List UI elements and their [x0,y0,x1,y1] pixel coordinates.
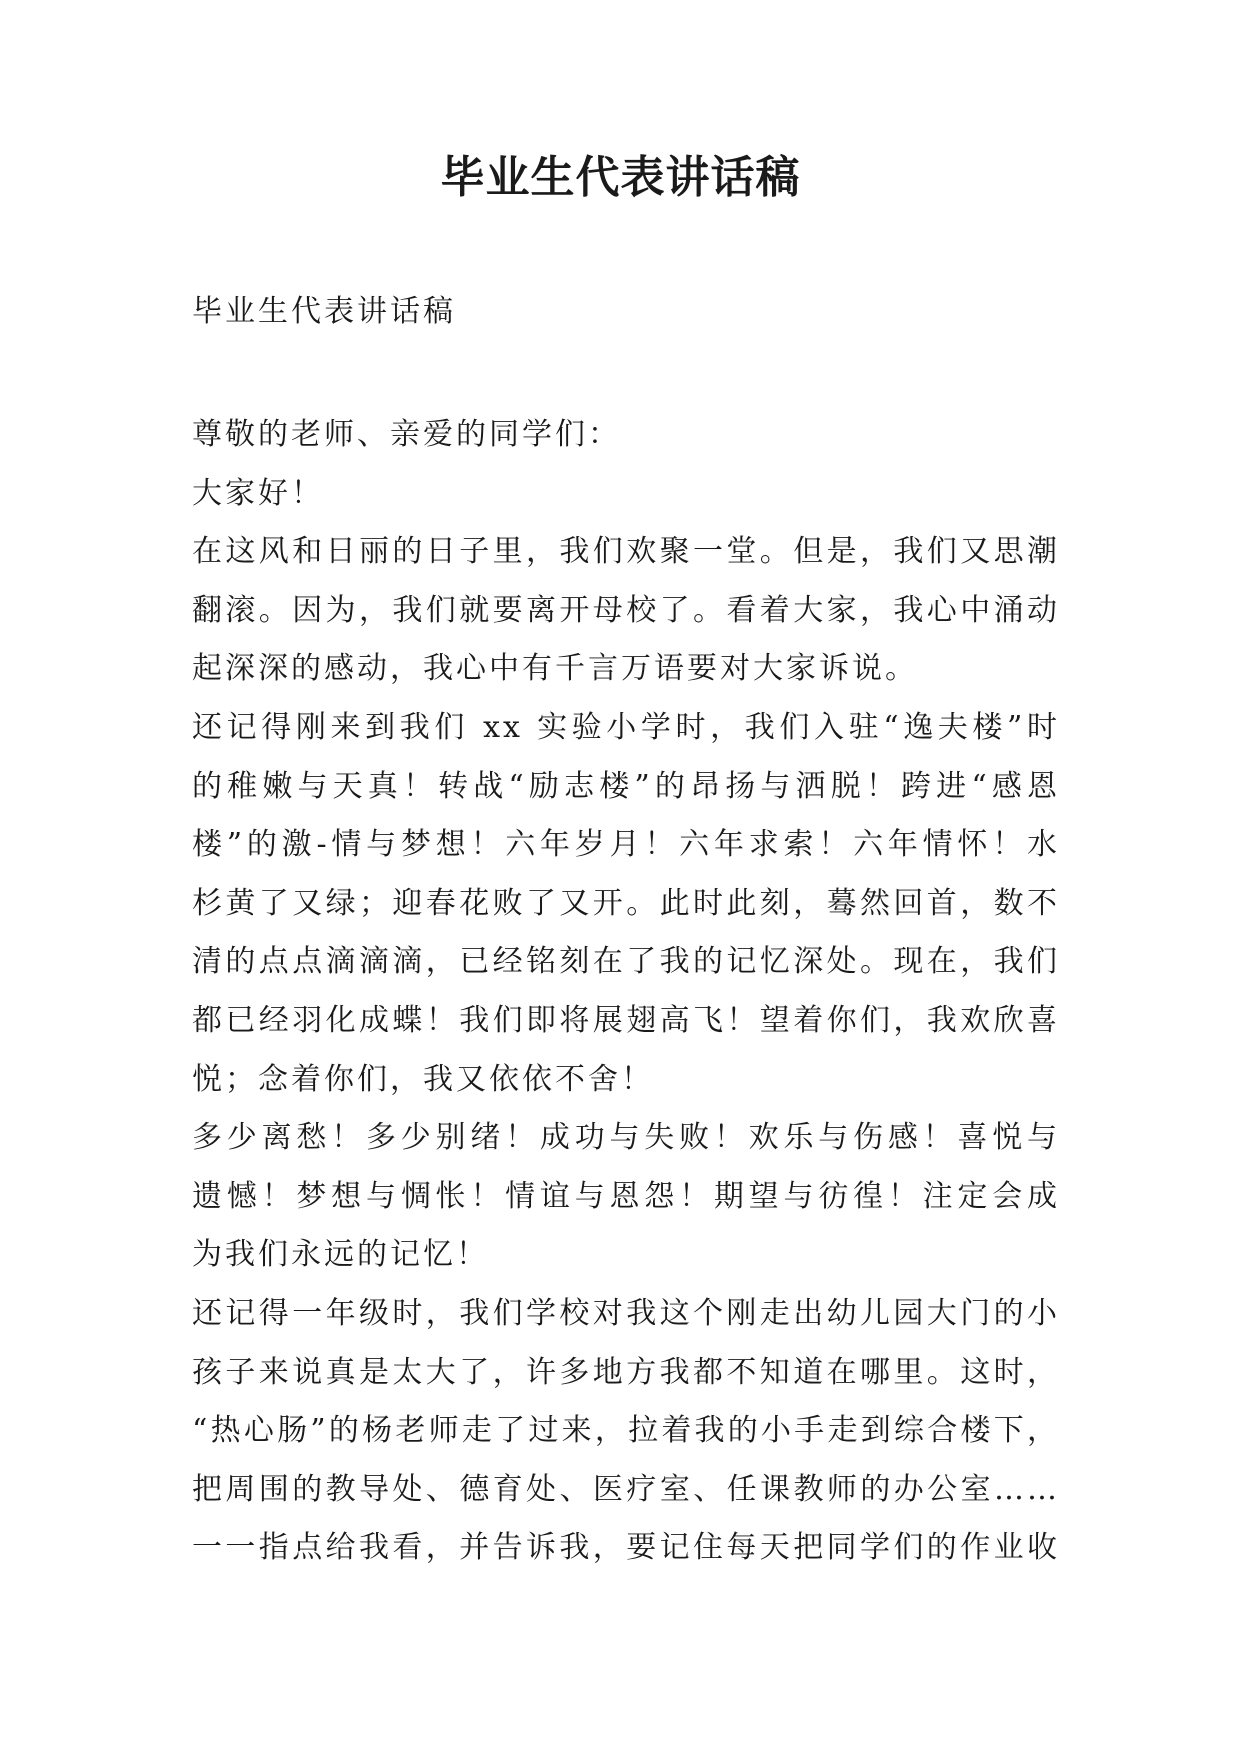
body-line: 都已经羽化成蝶！我们即将展翅高飞！望着你们，我欢欣喜 [192,1002,1060,1038]
body-line: “热心肠”的杨老师走了过来，拉着我的小手走到综合楼下， [192,1413,1060,1449]
body-line: 起深深的感动，我心中有千言万语要对大家诉说。 [192,651,918,687]
document-subtitle: 毕业生代表讲话稿 [192,294,456,329]
body-line: 一一指点给我看，并告诉我，要记住每天把同学们的作业收 [192,1530,1060,1566]
body-line: 在这风和日丽的日子里，我们欢聚一堂。但是，我们又思潮 [192,534,1060,570]
document-title: 毕业生代表讲话稿 [440,152,801,203]
body-line: 翻滚。因为，我们就要离开母校了。看着大家，我心中涌动 [192,592,1060,628]
body-line: 楼”的激-情与梦想！六年岁月！六年求索！六年情怀！水 [192,827,1060,863]
body-line: 悦；念着你们，我又依依不舍！ [192,1061,654,1097]
body-line: 把周围的教导处、德育处、医疗室、任课教师的办公室…… [192,1471,1060,1507]
body-line: 遗憾！梦想与惆怅！情谊与恩怨！期望与彷徨！注定会成 [192,1178,1060,1214]
body-line: 多少离愁！多少别绪！成功与失败！欢乐与伤感！喜悦与 [192,1120,1060,1156]
body-line: 还记得刚来到我们 xx 实验小学时，我们入驻“逸夫楼”时 [192,709,1060,745]
body-line: 杉黄了又绿；迎春花败了又开。此时此刻，蓦然回首，数不 [192,885,1060,921]
body-line: 大家好！ [192,475,324,511]
body-line: 为我们永远的记忆！ [192,1237,489,1273]
document-body [192,406,1060,1578]
body-line: 孩子来说真是太大了，许多地方我都不知道在哪里。这时， [192,1354,1060,1390]
body-line: 还记得一年级时，我们学校对我这个刚走出幼儿园大门的小 [192,1295,1060,1331]
body-line: 尊敬的老师、亲爱的同学们： [192,417,621,452]
body-line: 的稚嫩与天真！转战“励志楼”的昂扬与洒脱！跨进“感恩 [192,768,1060,804]
body-line: 清的点点滴滴滴，已经铭刻在了我的记忆深处。现在，我们 [192,944,1060,980]
